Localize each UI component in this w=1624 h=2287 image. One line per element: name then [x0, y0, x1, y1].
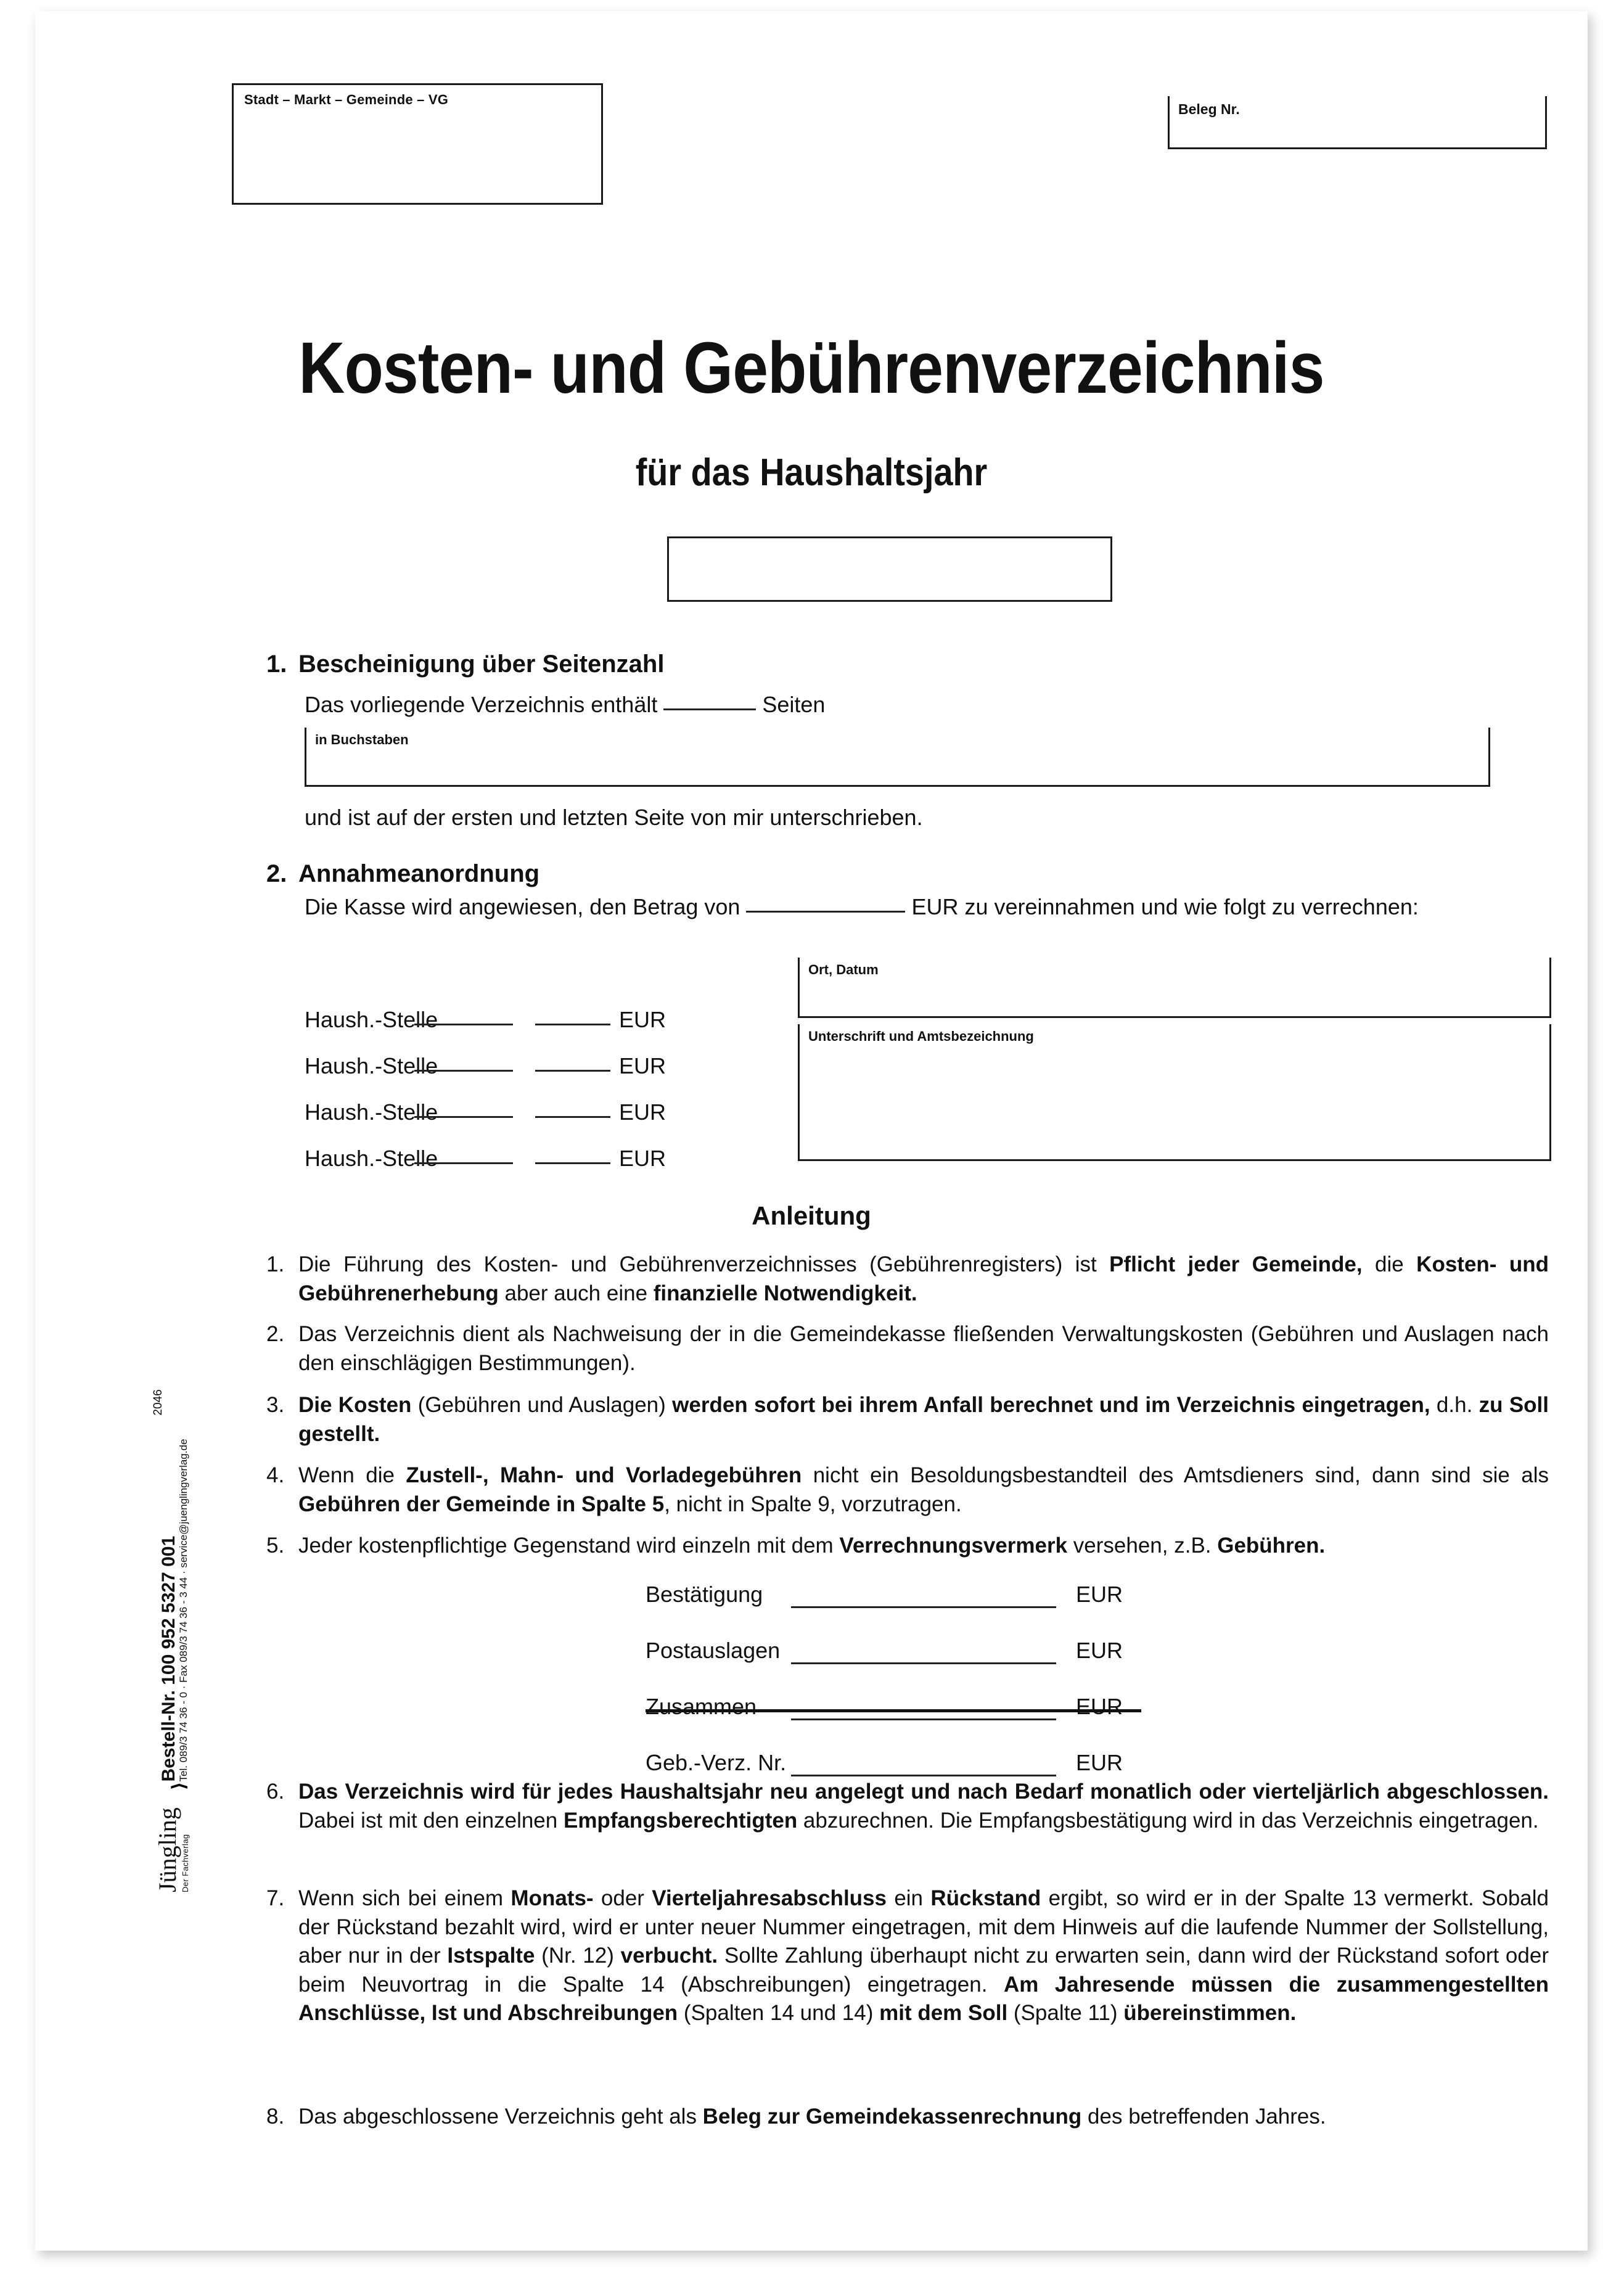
section-2-title: Annahmeanordnung [298, 860, 540, 887]
publisher-margin-strip [152, 1362, 190, 1892]
budget-line-row [305, 1053, 666, 1079]
budget-line-row [305, 1146, 666, 1172]
budget-line-amount-input[interactable] [535, 1116, 610, 1118]
instruction-item [266, 1884, 1549, 2028]
section-1-pages-suffix: Seiten [762, 692, 826, 717]
signature-box[interactable] [798, 1024, 1551, 1161]
section-2-amount-line [305, 894, 1419, 920]
section-2-amount-input[interactable] [746, 911, 905, 913]
publisher-contact: Tel. 089/3 74 36 - 0 · Fax 089/3 74 36 - 3 44 · service@juenglingverlag.de [178, 1439, 190, 1782]
instruction-item [266, 1461, 1549, 1519]
page-subtitle: für das Haushaltsjahr [635, 451, 988, 494]
budget-line-currency: EUR [619, 1146, 666, 1171]
instruction-number: 2. [266, 1322, 285, 1346]
section-2-heading [266, 860, 539, 888]
document-number-label: Beleg Nr. [1178, 101, 1240, 117]
amount-summary-row [646, 1574, 1145, 1630]
instruction-number: 3. [266, 1393, 285, 1417]
section-1-pages-line [305, 692, 825, 718]
document-number-box[interactable] [1168, 96, 1547, 149]
instruction-text: Wenn die Zustell-, Mahn- und Vorladegebühren nicht ein Besoldungsbestandteil des Amtsdieners sind, dann sind sie als Gebühren der Gemeinde in Spalte 5, nicht in Spalte 9, vorzutragen. [298, 1463, 1549, 1516]
budget-line-label: Haush.-Stelle [305, 1053, 438, 1078]
instruction-item [266, 2103, 1549, 2132]
budget-line-amount-input[interactable] [535, 1162, 610, 1164]
publisher-tagline: Der Fachverlag [181, 1834, 190, 1892]
section-1-closing-text: und ist auf der ersten und letzten Seite von mir unterschrieben. [305, 805, 923, 830]
budget-line-row [305, 1007, 666, 1033]
instruction-item [266, 1778, 1549, 1835]
budget-line-code-input[interactable] [414, 1162, 513, 1164]
instruction-number: 8. [266, 2104, 285, 2129]
instruction-number: 4. [266, 1463, 285, 1487]
place-date-box[interactable] [798, 958, 1551, 1018]
amount-summary-label: Postauslagen [646, 1638, 781, 1663]
instructions-heading: Anleitung [752, 1201, 871, 1230]
section-2-amount-prefix: Die Kasse wird angewiesen, den Betrag von [305, 894, 740, 919]
instruction-text: Die Führung des Kosten- und Gebührenverzeichnisses (Gebührenregisters) ist Pflicht jeder Gemeinde, die Kosten- und Gebührenerhebung aber auch eine finanzielle Notwendigkeit. [298, 1252, 1549, 1305]
instruction-text: Die Kosten (Gebühren und Auslagen) werden sofort bei ihrem Anfall berechnet und im Verzeichnis eingetragen, d.h. zu Soll gestellt. [298, 1393, 1549, 1446]
place-date-label: Ort, Datum [808, 962, 879, 977]
section-1-pages-prefix: Das vorliegende Verzeichnis enthält [305, 692, 658, 717]
section-1-heading [266, 651, 664, 678]
page-content [35, 11, 1588, 2251]
budget-line-amount-input[interactable] [535, 1070, 610, 1072]
budget-line-amount-input[interactable] [535, 1024, 610, 1025]
instruction-text: Das Verzeichnis wird für jedes Haushaltsjahr neu angelegt und nach Bedarf monatlich oder vierteljärlich abgeschlossen. Dabei ist mit den einzelnen Empfangsberechtigten abzurechnen. Die Empfangsbestätigung wird in das Verzeichnis eingetragen. [298, 1780, 1549, 1833]
instruction-text: Das Verzeichnis dient als Nachweisung der in die Gemeindekasse fließenden Verwaltungskosten (Gebühren und Auslagen nach den einschlägigen Bestimmungen). [298, 1322, 1549, 1375]
budget-line-code-input[interactable] [414, 1116, 513, 1118]
order-number: Bestell-Nr. 100 952 5327 001 [158, 1535, 179, 1782]
budget-line-row [305, 1099, 666, 1125]
budget-line-currency: EUR [619, 1053, 666, 1078]
pages-in-words-label: in Buchstaben [315, 732, 409, 747]
instruction-number: 6. [266, 1780, 285, 1804]
publisher-logo [156, 1807, 190, 1892]
publisher-logo-text: Jüngling [154, 1807, 181, 1892]
amount-summary-currency: EUR [1076, 1638, 1123, 1663]
amount-summary-currency: EUR [1076, 1750, 1123, 1775]
section-1-pages-input[interactable] [663, 708, 756, 710]
amount-summary-input[interactable] [791, 1775, 1056, 1776]
section-1-title: Bescheinigung über Seitenzahl [298, 651, 665, 678]
budget-line-code-input[interactable] [414, 1070, 513, 1072]
amount-summary-currency: EUR [1076, 1582, 1123, 1607]
section-2-amount-suffix: EUR zu vereinnahmen und wie folgt zu verrechnen: [911, 894, 1419, 919]
page-title: Kosten- und Gebührenverzeichnis [298, 327, 1324, 409]
amount-summary-row [646, 1686, 1145, 1743]
instruction-number: 5. [266, 1534, 285, 1558]
fiscal-year-box[interactable] [667, 536, 1112, 602]
page-sheet [35, 11, 1588, 2251]
budget-line-label: Haush.-Stelle [305, 1146, 438, 1171]
section-1-number: 1. [266, 651, 287, 678]
amount-summary-input[interactable] [791, 1606, 1056, 1608]
order-info [159, 1439, 190, 1782]
instruction-text: Das abgeschlossene Verzeichnis geht als Beleg zur Gemeindekassenrechnung des betreffenden Jahres. [298, 2104, 1326, 2129]
budget-line-code-input[interactable] [414, 1024, 513, 1025]
publisher-arrow-icon: ⟩ [169, 1781, 189, 1791]
authority-name-box[interactable] [232, 83, 603, 205]
instruction-number: 1. [266, 1252, 285, 1276]
instruction-number: 7. [266, 1886, 285, 1910]
budget-line-currency: EUR [619, 1007, 666, 1032]
budget-line-currency: EUR [619, 1099, 666, 1125]
amount-summary-input[interactable] [791, 1662, 1056, 1664]
pages-in-words-box[interactable] [305, 728, 1490, 787]
instruction-text: Jeder kostenpflichtige Gegenstand wird einzeln mit dem Verrechnungsvermerk versehen, z.B. Gebühren. [298, 1534, 1326, 1558]
instruction-item [266, 1391, 1549, 1448]
instruction-item [266, 1532, 1549, 1561]
amount-summary-table [646, 1574, 1145, 1799]
authority-name-label: Stadt – Markt – Gemeinde – VG [244, 92, 449, 107]
instruction-text: Wenn sich bei einem Monats- oder Vierteljahresabschluss ein Rückstand ergibt, so wird er in der Spalte 13 vermerkt. Sobald der Rückstand bezahlt wird, wird er unter neuer Nummer eingetragen, mit dem Hinweis auf die laufende Nummer der Sollstellung, aber nur in der Istspalte (Nr. 12) verbucht. Sollte Zahlung überhaupt nicht zu erwarten sein, dann wird der Rückstand sofort oder beim Neuvortrag in die Spalte 14 (Abschreibungen) eingetragen. Am Jahresende müssen die zusammengestellten Anschlüsse, Ist und Abschreibungen (Spalten 14 und 14) mit dem Soll (Spalte 11) übereinstimmen. [298, 1886, 1549, 2026]
section-2-number: 2. [266, 860, 287, 887]
budget-line-label: Haush.-Stelle [305, 1099, 438, 1125]
amount-summary-label: Bestätigung [646, 1582, 763, 1607]
amount-summary-input[interactable] [791, 1718, 1056, 1720]
amount-summary-row [646, 1630, 1145, 1686]
amount-summary-label: Zusammen [646, 1694, 757, 1719]
instruction-item [266, 1320, 1549, 1378]
instruction-item [266, 1250, 1549, 1308]
amount-summary-currency: EUR [1076, 1694, 1123, 1719]
signature-label: Unterschrift und Amtsbezeichnung [808, 1029, 1034, 1044]
amount-summary-label: Geb.-Verz. Nr. [646, 1750, 787, 1775]
form-code: 2046 [152, 1389, 165, 1416]
budget-line-label: Haush.-Stelle [305, 1007, 438, 1032]
